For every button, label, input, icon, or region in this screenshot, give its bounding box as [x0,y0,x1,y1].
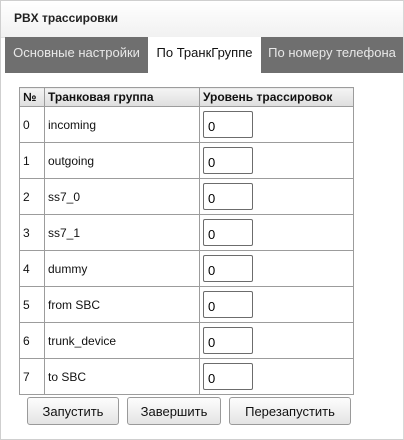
row-trunk-group: from SBC [45,287,200,323]
trace-level-input[interactable] [203,183,253,210]
trace-level-input[interactable] [203,327,253,354]
table-row [20,215,354,251]
panel-title: PBX трассировки [14,11,119,25]
tab-bar [5,37,403,73]
table-row [20,251,354,287]
row-num: 0 [20,107,45,143]
trace-level-input[interactable] [203,291,253,318]
column-header-num: № [20,88,45,107]
row-trunk-group: dummy [45,251,200,287]
table-row [20,143,354,179]
row-num: 3 [20,215,45,251]
stop-button[interactable]: Завершить [127,397,221,425]
table-header-row [20,88,354,107]
trace-level-input[interactable] [203,255,253,282]
trace-level-input[interactable] [203,219,253,246]
start-button[interactable]: Запустить [27,397,119,425]
row-trunk-group: to SBC [45,359,200,395]
trace-level-input[interactable] [203,147,253,174]
table-row [20,107,354,143]
trace-level-input[interactable] [203,111,253,138]
row-num: 1 [20,143,45,179]
action-buttons [27,397,357,425]
panel-header [1,1,403,38]
row-num: 4 [20,251,45,287]
table-row [20,323,354,359]
row-num: 7 [20,359,45,395]
table-row [20,179,354,215]
tab-by-trunk-group[interactable]: По ТранкГруппе [148,37,261,73]
trace-level-input[interactable] [203,363,253,390]
table-row [20,359,354,395]
tab-by-phone-number[interactable]: По номеру телефона [268,45,396,60]
row-trunk-group: ss7_1 [45,215,200,251]
row-num: 6 [20,323,45,359]
row-num: 5 [20,287,45,323]
column-header-trunk-group: Транковая группа [45,88,200,107]
row-trunk-group: ss7_0 [45,179,200,215]
row-trunk-group: trunk_device [45,323,200,359]
row-trunk-group: incoming [45,107,200,143]
column-header-trace-level: Уровень трассировок [200,88,354,107]
restart-button[interactable]: Перезапустить [229,397,351,425]
table-row [20,287,354,323]
tab-general-settings[interactable]: Основные настройки [13,45,140,60]
row-num: 2 [20,179,45,215]
row-trunk-group: outgoing [45,143,200,179]
trunk-group-trace-table [19,87,354,395]
